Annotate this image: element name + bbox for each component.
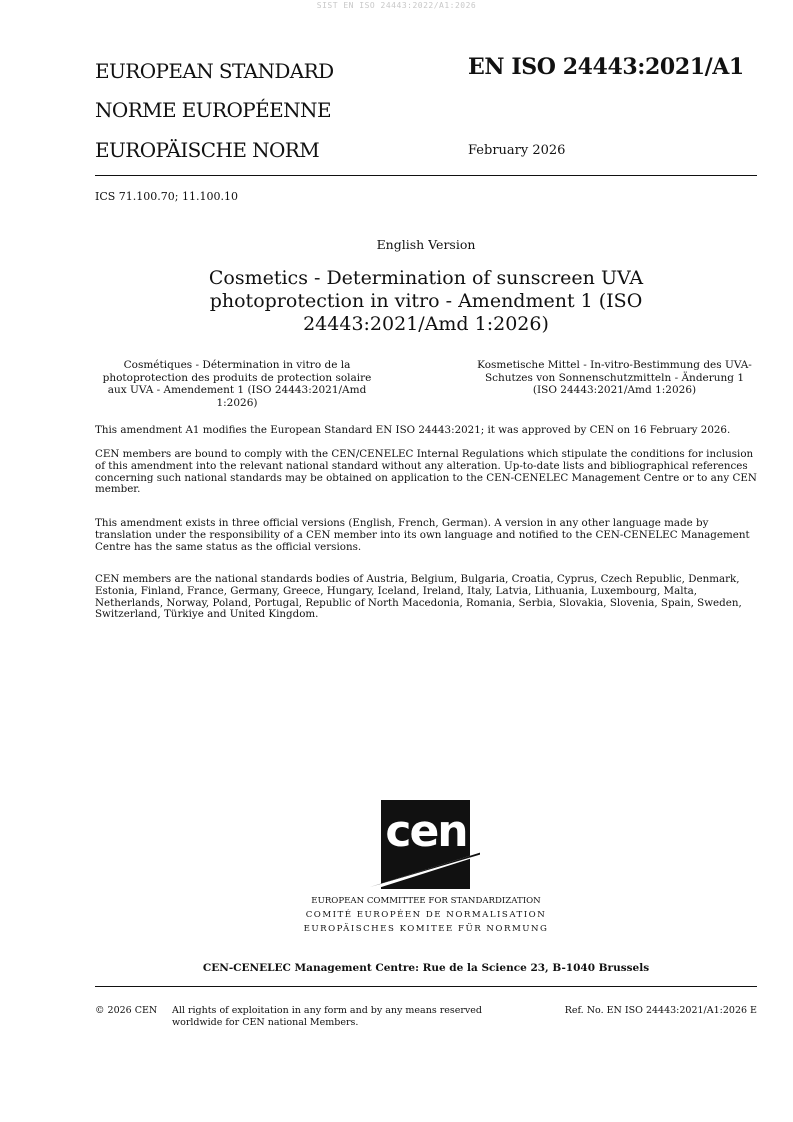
cen-logo (370, 800, 480, 890)
rights-notice: All rights of exploitation in any form and by any means reserved worldwide for CEN national Members. (172, 1005, 483, 1028)
organisation-name-fr: COMITÉ EUROPÉEN DE NORMALISATION (305, 910, 547, 920)
organisation-name-de: EUROPÄISCHES KOMITEE FÜR NORMUNG (303, 924, 549, 934)
ics-codes: ICS 71.100.70; 11.100.10 (95, 190, 238, 203)
subtitle-german: Kosmetische Mittel - In-vitro-Bestimmung des UVA-Schutzes von Sonnenschutzmitteln - Änderung 1 (ISO 24443:2021/Amd 1:2026) (477, 359, 752, 396)
standard-reference: EN ISO 24443:2021/A1 (468, 54, 744, 80)
standard-name-en: EUROPEAN STANDARD (95, 59, 334, 83)
copyright-notice: © 2026 CEN (95, 1005, 158, 1016)
members-paragraph: CEN members are the national standards bodies of Austria, Belgium, Bulgaria, Croatia, Cyprus, Czech Republic, Denmark, Estonia, Finland, France, Germany, Greece, Hungary, Iceland, Ireland, Italy, Latvia, Lithuania, Luxembourg, Malta, Netherlands, Norway, Poland, Portugal, Republic of North Macedonia, Romania, Serbia, Slovakia, Slovenia, Spain, Sweden, Switzerland, Türkiye and United Kingdom. (95, 573, 742, 621)
publication-date: February 2026 (468, 143, 566, 158)
versions-paragraph: This amendment exists in three official versions (English, French, German). A version in any other language made by translation under the responsibility of a CEN member into its own language and notified to the CEN-CENELEC Management Centre has the same status as the official versions. (95, 517, 750, 553)
subtitle-french: Cosmétiques - Détermination in vitro de la photoprotection des produits de protection solaire aux UVA - Amendement 1 (ISO 24443:2021/Amd 1:2026) (102, 359, 372, 409)
version-label: English Version (376, 237, 476, 252)
reference-number: Ref. No. EN ISO 24443:2021/A1:2026 E (564, 1005, 757, 1016)
header-rule (95, 175, 757, 176)
standard-name-fr: NORME EUROPÉENNE (95, 98, 331, 122)
compliance-paragraph: CEN members are bound to comply with the CEN/CENELEC Internal Regulations which stipulate the conditions for inclusion of this amendment into the relevant national standard without any alteration. Up-to-date lists and bibliographical references concerning such national standards may be obtained on application to the CEN-CENELEC Management Centre or to any CEN member. (95, 448, 757, 496)
footer-rule (95, 986, 757, 987)
approval-paragraph: This amendment A1 modifies the European Standard EN ISO 24443:2021; it was approved by CEN on 16 February 2026. (95, 424, 731, 436)
document-title: Cosmetics - Determination of sunscreen UVA photoprotection in vitro - Amendment 1 (ISO 24443:2021/Amd 1:2026) (208, 267, 644, 335)
organisation-name-en: EUROPEAN COMMITTEE FOR STANDARDIZATION (311, 896, 541, 906)
standard-name-de: EUROPÄISCHE NORM (95, 138, 320, 162)
cen-logo-text: cen (385, 806, 467, 857)
watermark: SIST EN ISO 24443:2022/A1:2026 (316, 1, 477, 10)
management-centre-address: CEN-CENELEC Management Centre: Rue de la Science 23, B-1040 Brussels (202, 962, 650, 974)
